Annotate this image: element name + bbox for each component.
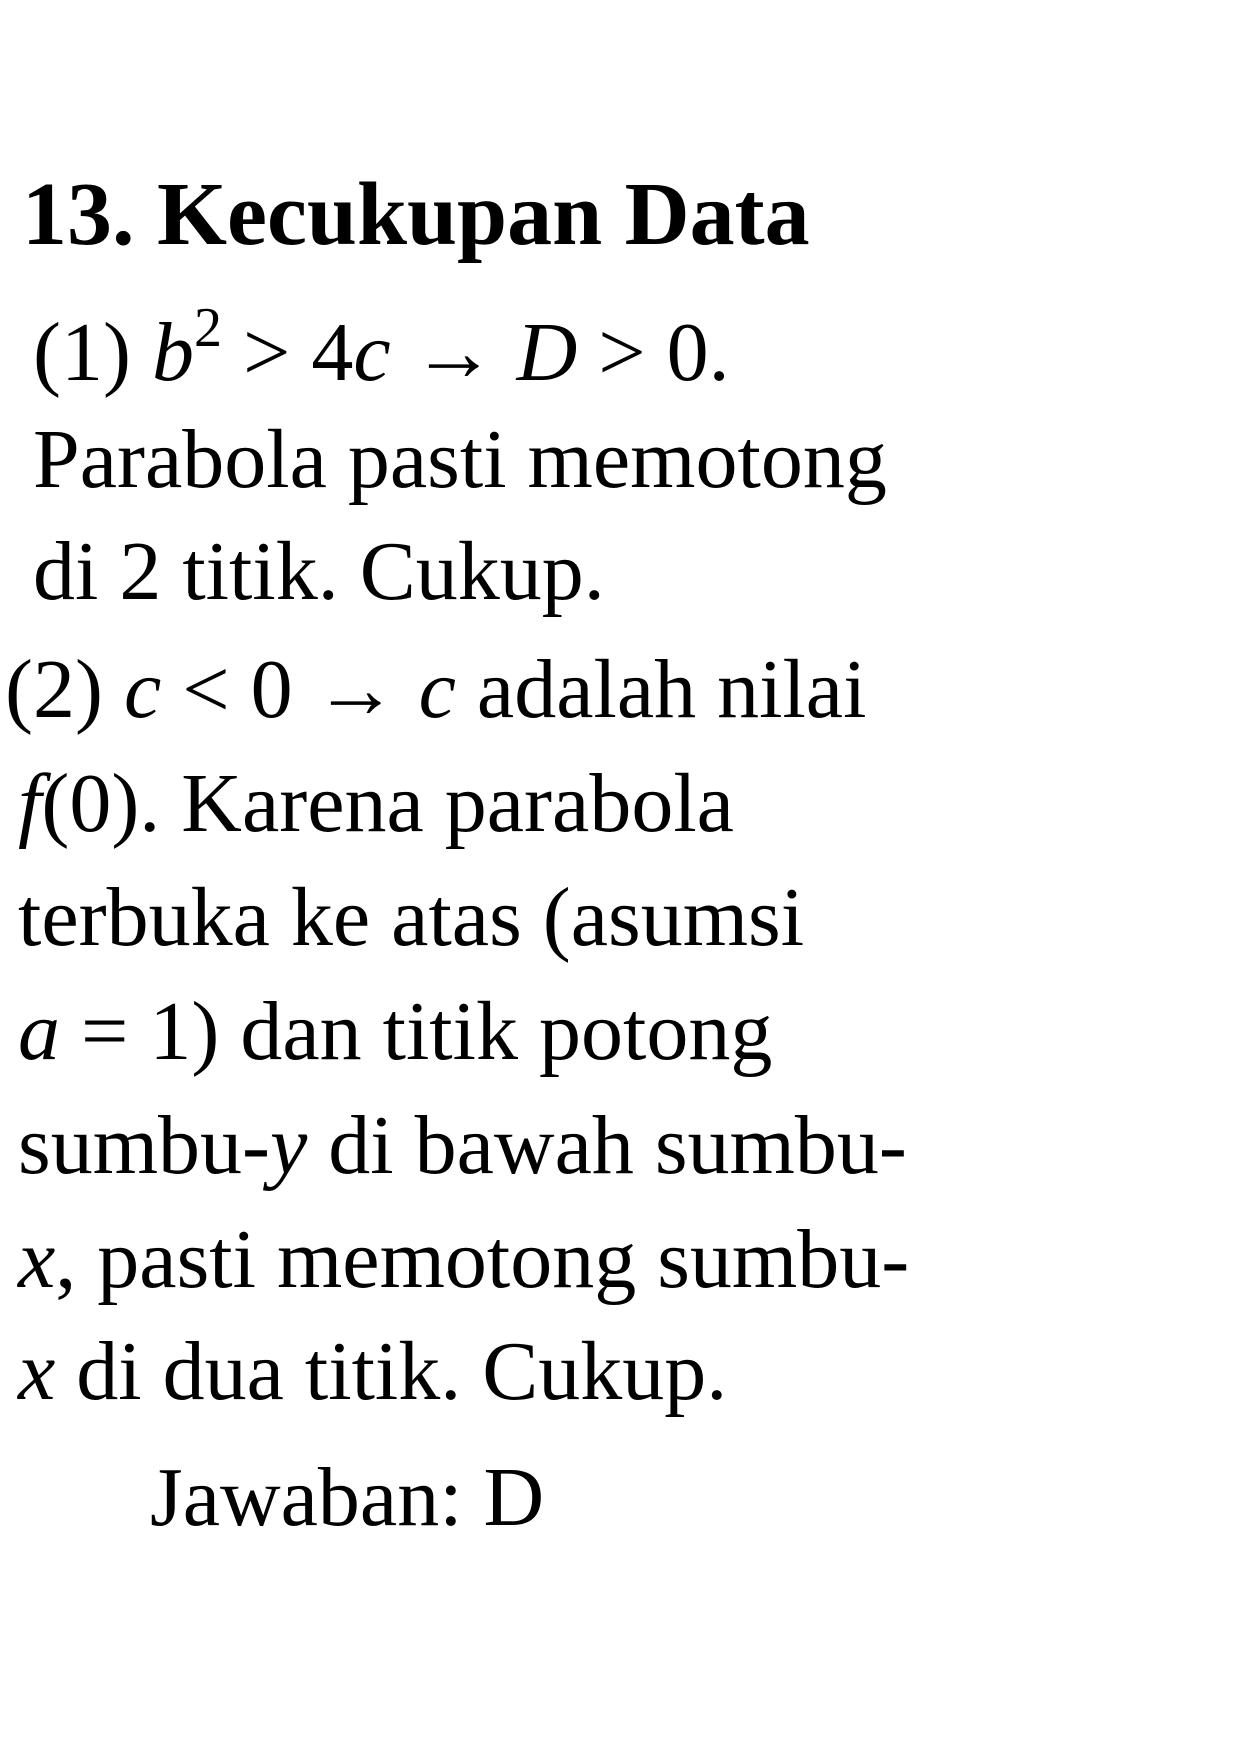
math-b: b (151, 306, 194, 399)
statement-1-line-1 (33, 297, 730, 399)
statement-1-line-2: Parabola pasti memotong (33, 413, 887, 506)
math-relation-2: > 0. (577, 306, 730, 399)
solution-title: 13. Kecukupan Data (22, 165, 810, 264)
math-x: x (18, 1325, 56, 1418)
math-c: c (353, 306, 391, 399)
text-run: (0). Karena parabola (41, 757, 734, 850)
statement-1-label: (1) (33, 306, 152, 399)
statement-2-line-3: terbuka ke atas (asumsi (18, 871, 805, 964)
math-f: f (18, 757, 42, 850)
text-run: sumbu- (18, 1099, 270, 1192)
text-run: di bawah sumbu- (307, 1099, 907, 1192)
math-a: a (18, 985, 60, 1078)
math-relation: < 0 → (161, 643, 419, 736)
text-run: , pasti memotong sumbu- (55, 1213, 910, 1306)
statement-2-line-2 (18, 757, 734, 850)
math-y: y (270, 1099, 308, 1192)
math-x: x (18, 1213, 56, 1306)
math-arrow: → (390, 306, 517, 399)
math-D: D (516, 306, 578, 399)
math-relation: > 4 (221, 306, 354, 399)
text-run: di dua titik. Cukup. (55, 1325, 728, 1418)
text-run: adalah nilai (455, 643, 867, 736)
statement-2-line-4 (18, 985, 773, 1078)
statement-2-line-1 (5, 643, 867, 736)
statement-2-line-6 (18, 1213, 910, 1306)
statement-1-line-3: di 2 titik. Cukup. (33, 525, 605, 618)
math-exponent: 2 (193, 297, 222, 359)
statement-2-line-5 (18, 1099, 907, 1192)
answer-line: Jawaban: D (150, 1451, 545, 1544)
math-c: c (123, 643, 162, 736)
text-run: = 1) dan titik potong (60, 985, 773, 1078)
statement-2-line-7 (18, 1325, 728, 1418)
statement-2-label: (2) (5, 643, 124, 736)
math-c: c (418, 643, 456, 736)
